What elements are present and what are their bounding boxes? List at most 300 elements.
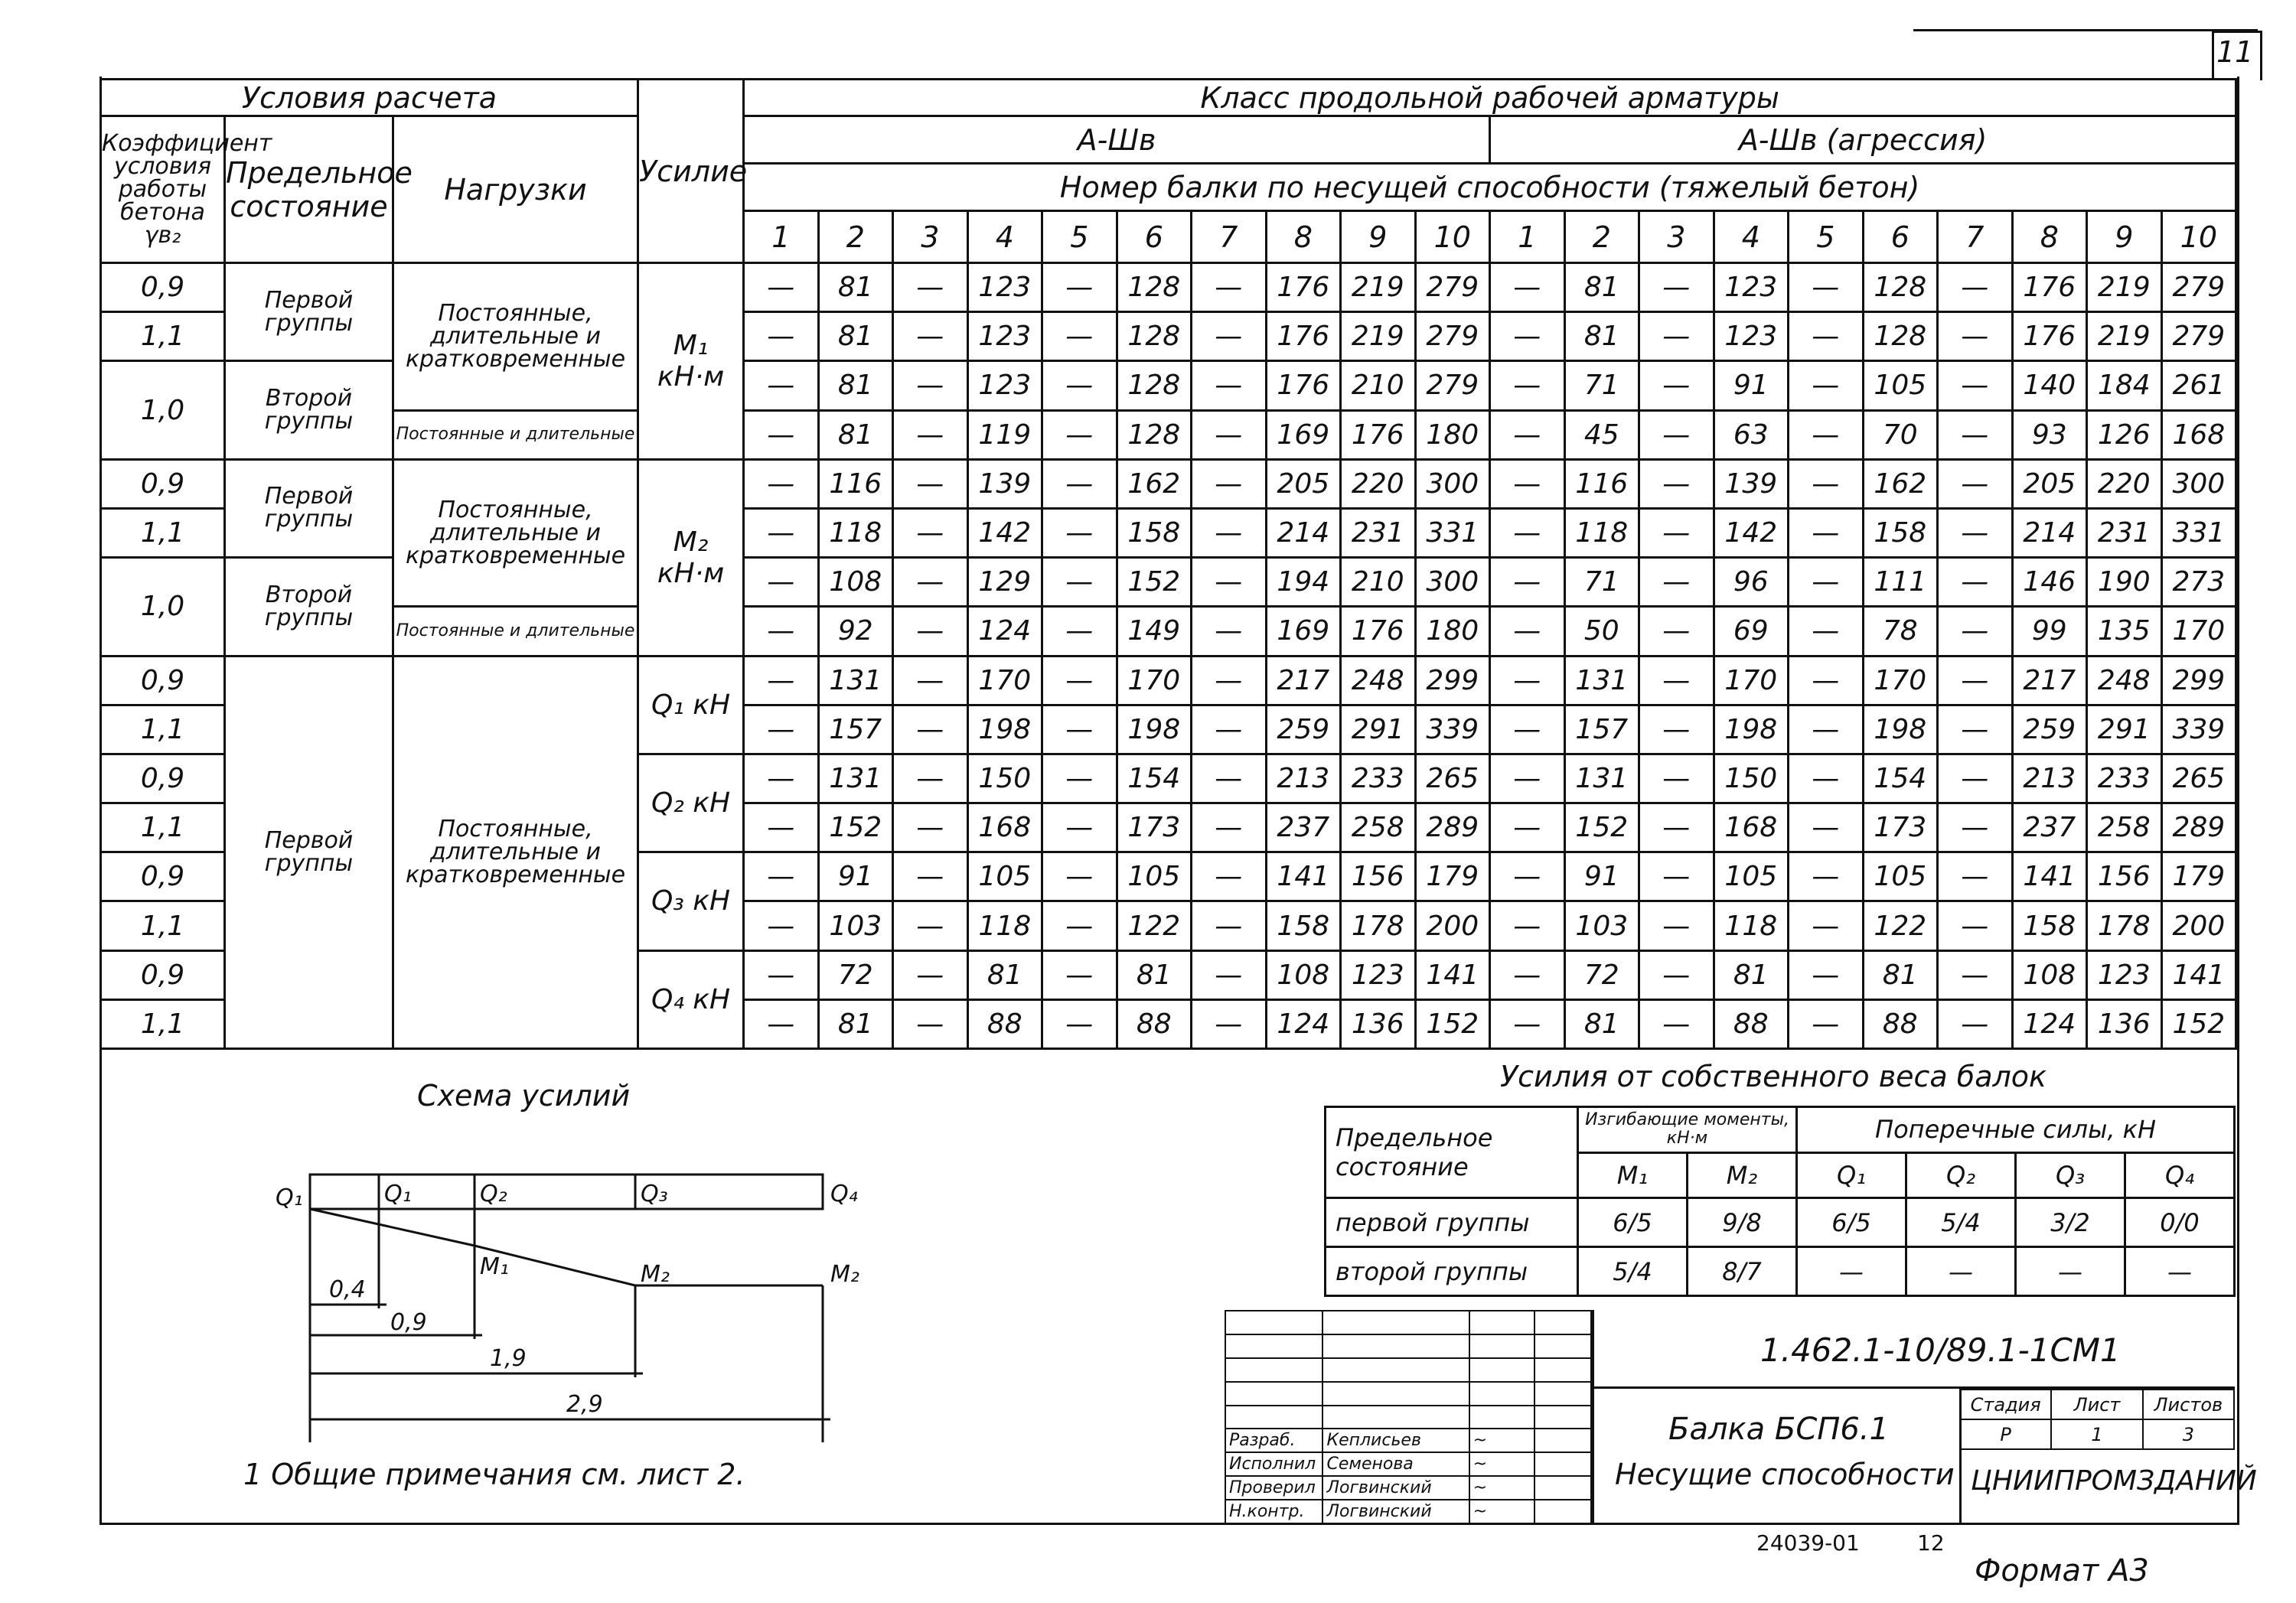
value-cell: 291 [2087, 705, 2162, 754]
value-cell: 88 [967, 999, 1042, 1048]
value-cell: — [893, 607, 968, 656]
coef-cell: 1,1 [101, 901, 225, 950]
value-cell: — [1789, 607, 1864, 656]
value-cell: 198 [1714, 705, 1789, 754]
value-cell: 129 [967, 558, 1042, 607]
value-cell: 126 [2087, 410, 2162, 459]
value-cell: — [1938, 263, 2013, 312]
value-cell: 123 [967, 361, 1042, 410]
value-cell: 119 [967, 410, 1042, 459]
m2-label: M₂ [641, 1261, 670, 1288]
own-weight-row [1326, 1198, 2235, 1247]
value-cell: 116 [1564, 459, 1639, 508]
value-cell: 150 [967, 754, 1042, 803]
value-cell: — [1490, 459, 1565, 508]
coef-cell: 1,1 [101, 803, 225, 852]
value-cell: — [1639, 901, 1714, 950]
own-weight-col-5: Q₃ [2016, 1152, 2125, 1198]
coef-cell: 0,9 [101, 950, 225, 999]
own-weight-value: — [1797, 1247, 1906, 1296]
general-notes: 1 Общие примечания см. лист 2. [243, 1458, 745, 1491]
value-cell: 123 [2087, 950, 2162, 999]
stamp-empty-cell [1469, 1358, 1534, 1382]
value-cell: 156 [1341, 852, 1416, 901]
beam-number-20: 10 [2161, 211, 2236, 263]
value-cell: 81 [818, 999, 893, 1048]
value-cell: 217 [2012, 656, 2087, 705]
value-cell: 198 [967, 705, 1042, 754]
value-cell: 156 [2087, 852, 2162, 901]
value-cell: — [1938, 410, 2013, 459]
value-cell: 142 [1714, 508, 1789, 557]
table-row [101, 263, 2236, 312]
own-weight-shear-header: Поперечные силы, кН [1797, 1107, 2235, 1153]
value-cell: 71 [1564, 558, 1639, 607]
value-cell: — [744, 410, 819, 459]
stamp-empty-cell [1225, 1382, 1322, 1406]
value-cell: 300 [1415, 558, 1490, 607]
beam-number-17: 7 [1938, 211, 2013, 263]
value-cell: 339 [2161, 705, 2236, 754]
value-cell: — [1042, 312, 1117, 361]
q2-label: Q₂ [480, 1181, 507, 1207]
value-cell: 289 [1415, 803, 1490, 852]
value-cell: — [893, 508, 968, 557]
value-cell: 214 [2012, 508, 2087, 557]
value-cell: 141 [1415, 950, 1490, 999]
dim-29: 2,9 [566, 1391, 603, 1418]
value-cell: — [744, 901, 819, 950]
stamp-person-row [1225, 1452, 1591, 1476]
value-cell: — [1042, 852, 1117, 901]
value-cell: 178 [2087, 901, 2162, 950]
value-cell: 180 [1415, 410, 1490, 459]
coef-cell: 1,1 [101, 705, 225, 754]
value-cell: 158 [2012, 901, 2087, 950]
value-cell: 124 [2012, 999, 2087, 1048]
value-cell: — [1042, 263, 1117, 312]
stamp-person-name: Кеплисьев [1322, 1429, 1469, 1452]
sheet-header: Лист [2051, 1390, 2142, 1419]
loads-cell: Постоянные, длительные и кратковременные [393, 459, 638, 607]
stamp-empty-cell [1225, 1358, 1322, 1382]
force-scheme-diagram [260, 1148, 872, 1454]
value-cell: 91 [818, 852, 893, 901]
value-cell: — [1789, 656, 1864, 705]
value-cell: 91 [1564, 852, 1639, 901]
value-cell: 81 [1863, 950, 1938, 999]
value-cell: — [1042, 901, 1117, 950]
value-cell: — [893, 803, 968, 852]
value-cell: 72 [818, 950, 893, 999]
value-cell: 135 [2087, 607, 2162, 656]
scheme-title: Схема усилий [417, 1079, 631, 1113]
value-cell: — [744, 754, 819, 803]
loads-cell: Постоянные, длительные и кратковременные [393, 263, 638, 411]
value-cell: — [1789, 705, 1864, 754]
value-cell: 141 [2012, 852, 2087, 901]
value-cell: — [1639, 459, 1714, 508]
value-cell: 128 [1117, 410, 1192, 459]
value-cell: — [1192, 312, 1267, 361]
value-cell: — [1490, 558, 1565, 607]
stamp-empty-cell [1469, 1382, 1534, 1406]
value-cell: 158 [1266, 901, 1341, 950]
value-cell: 214 [1266, 508, 1341, 557]
value-cell: 81 [818, 312, 893, 361]
value-cell: — [1938, 361, 2013, 410]
value-cell: — [1789, 852, 1864, 901]
own-weight-value: 9/8 [1688, 1198, 1797, 1247]
stamp-empty-row [1225, 1382, 1591, 1406]
value-cell: 70 [1863, 410, 1938, 459]
signature-icon: ~ [1469, 1500, 1534, 1523]
value-cell: — [1789, 803, 1864, 852]
value-cell: 176 [2012, 312, 2087, 361]
value-cell: — [1639, 361, 1714, 410]
value-cell: — [744, 656, 819, 705]
stamp-empty-cell [1322, 1311, 1469, 1334]
value-cell: — [1192, 803, 1267, 852]
value-cell: — [893, 558, 968, 607]
value-cell: 136 [2087, 999, 2162, 1048]
value-cell: 259 [2012, 705, 2087, 754]
value-cell: — [744, 558, 819, 607]
value-cell: — [744, 459, 819, 508]
value-cell: — [1042, 803, 1117, 852]
value-cell: 248 [1341, 656, 1416, 705]
value-cell: 81 [818, 263, 893, 312]
value-cell: — [1042, 950, 1117, 999]
value-cell: 258 [2087, 803, 2162, 852]
own-weight-col-2: M₂ [1688, 1152, 1797, 1198]
value-cell: 91 [1714, 361, 1789, 410]
loads-cell: Постоянные и длительные [393, 607, 638, 656]
value-cell: 63 [1714, 410, 1789, 459]
value-cell: 213 [2012, 754, 2087, 803]
value-cell: 248 [2087, 656, 2162, 705]
value-cell: — [1042, 999, 1117, 1048]
value-cell: 176 [2012, 263, 2087, 312]
value-cell: 219 [1341, 263, 1416, 312]
beam-number-16: 6 [1863, 211, 1938, 263]
value-cell: — [1490, 656, 1565, 705]
value-cell: 190 [2087, 558, 2162, 607]
value-cell: 81 [1117, 950, 1192, 999]
value-cell: — [893, 852, 968, 901]
value-cell: 136 [1341, 999, 1416, 1048]
load-capacity-table [99, 78, 2237, 1050]
value-cell: — [1192, 459, 1267, 508]
value-cell: — [1192, 263, 1267, 312]
value-cell: — [1639, 852, 1714, 901]
value-cell: 220 [1341, 459, 1416, 508]
value-cell: 123 [967, 263, 1042, 312]
value-cell: — [1639, 410, 1714, 459]
value-cell: 173 [1117, 803, 1192, 852]
own-weight-value: — [2016, 1247, 2125, 1296]
value-cell: — [1490, 312, 1565, 361]
value-cell: 237 [2012, 803, 2087, 852]
value-cell: 194 [1266, 558, 1341, 607]
value-cell: 88 [1714, 999, 1789, 1048]
own-weight-col-4: Q₂ [1906, 1152, 2016, 1198]
dim-09: 0,9 [390, 1309, 427, 1336]
limit-cell: Второй группы [225, 558, 393, 656]
force-header: Усилие [638, 80, 744, 263]
value-cell: 122 [1863, 901, 1938, 950]
value-cell: 81 [1564, 999, 1639, 1048]
beam-number-8: 8 [1266, 211, 1341, 263]
stage-header: Стадия [1960, 1390, 2051, 1419]
stamp-empty-cell [1469, 1406, 1534, 1429]
value-cell: — [744, 508, 819, 557]
value-cell: — [893, 410, 968, 459]
value-cell: 176 [1266, 312, 1341, 361]
own-weight-value: — [2125, 1247, 2235, 1296]
value-cell: 173 [1863, 803, 1938, 852]
value-cell: 141 [2161, 950, 2236, 999]
drawing-code: 1.462.1-10/89.1-1СМ1 [1760, 1331, 2121, 1369]
value-cell: — [1490, 410, 1565, 459]
value-cell: 111 [1863, 558, 1938, 607]
value-cell: 258 [1341, 803, 1416, 852]
value-cell: 279 [2161, 263, 2236, 312]
value-cell: — [1192, 852, 1267, 901]
value-cell: 213 [1266, 754, 1341, 803]
value-cell: 131 [818, 754, 893, 803]
value-cell: 291 [1341, 705, 1416, 754]
value-cell: 131 [1564, 656, 1639, 705]
coef-cell: 1,0 [101, 361, 225, 459]
own-weight-moments-header: Изгибающие моменты, кН·м [1578, 1107, 1797, 1153]
value-cell: — [1789, 410, 1864, 459]
value-cell: — [1192, 999, 1267, 1048]
value-cell: — [1789, 950, 1864, 999]
force-cell: Q₁ кН [638, 656, 744, 754]
own-weight-limit-header: Предельное состояние [1326, 1107, 1578, 1198]
value-cell: 219 [2087, 312, 2162, 361]
value-cell: 118 [967, 901, 1042, 950]
value-cell: 131 [818, 656, 893, 705]
value-cell: 128 [1863, 263, 1938, 312]
value-cell: — [1938, 803, 2013, 852]
value-cell: 170 [967, 656, 1042, 705]
value-cell: 123 [1714, 312, 1789, 361]
value-cell: — [1639, 705, 1714, 754]
limit-cell: Первой группы [225, 656, 393, 1049]
value-cell: — [744, 852, 819, 901]
m2-right-label: M₂ [830, 1261, 859, 1288]
value-cell: 154 [1863, 754, 1938, 803]
top-line [1913, 29, 2258, 31]
value-cell: — [1938, 852, 2013, 901]
value-cell: 158 [1863, 508, 1938, 557]
limit-cell: Первой группы [225, 459, 393, 557]
value-cell: 231 [2087, 508, 2162, 557]
value-cell: 220 [2087, 459, 2162, 508]
value-cell: 184 [2087, 361, 2162, 410]
value-cell: — [893, 999, 968, 1048]
value-cell: — [893, 459, 968, 508]
value-cell: 279 [1415, 361, 1490, 410]
value-cell: 231 [1341, 508, 1416, 557]
coef-header: Коэффициент условия работы бетона γв₂ [101, 116, 225, 263]
coef-cell: 1,1 [101, 508, 225, 557]
value-cell: 81 [818, 410, 893, 459]
sheet-value: 1 [2051, 1419, 2142, 1449]
value-cell: 81 [1564, 263, 1639, 312]
value-cell: 179 [1415, 852, 1490, 901]
table-row [101, 607, 2236, 656]
value-cell: — [1639, 607, 1714, 656]
value-cell: 93 [2012, 410, 2087, 459]
beam-number-title: Номер балки по несущей способности (тяжелый бетон) [744, 164, 2236, 211]
force-cell: Q₄ кН [638, 950, 744, 1048]
limit-cell: Первой группы [225, 263, 393, 361]
table-row [101, 410, 2236, 459]
value-cell: 152 [2161, 999, 2236, 1048]
value-cell: 139 [967, 459, 1042, 508]
value-cell: — [1789, 508, 1864, 557]
value-cell: — [893, 656, 968, 705]
stamp-empty-cell [1322, 1382, 1469, 1406]
loads-cell: Постоянные, длительные и кратковременные [393, 656, 638, 1049]
stamp-empty-cell [1225, 1311, 1322, 1334]
value-cell: — [893, 312, 968, 361]
value-cell: — [1042, 656, 1117, 705]
value-cell: 168 [967, 803, 1042, 852]
value-cell: — [1789, 901, 1864, 950]
value-cell: 179 [2161, 852, 2236, 901]
value-cell: 128 [1863, 312, 1938, 361]
coef-cell: 1,1 [101, 312, 225, 361]
own-weight-row-name: второй группы [1326, 1247, 1578, 1296]
value-cell: 146 [2012, 558, 2087, 607]
value-cell: 88 [1863, 999, 1938, 1048]
value-cell: — [1639, 312, 1714, 361]
beam-number-15: 5 [1789, 211, 1864, 263]
value-cell: — [1042, 459, 1117, 508]
own-weight-table [1324, 1106, 2236, 1297]
stamp-role: Исполнил [1225, 1452, 1322, 1476]
stamp-date-cell [1534, 1476, 1591, 1500]
value-cell: — [1042, 361, 1117, 410]
value-cell: 78 [1863, 607, 1938, 656]
value-cell: 81 [1564, 312, 1639, 361]
value-cell: 142 [967, 508, 1042, 557]
stamp-empty-cell [1534, 1406, 1591, 1429]
value-cell: 170 [1714, 656, 1789, 705]
value-cell: — [1938, 508, 2013, 557]
value-cell: — [1639, 999, 1714, 1048]
value-cell: 123 [1714, 263, 1789, 312]
q1-label: Q₁ [384, 1181, 412, 1207]
own-weight-value: 3/2 [2016, 1198, 2125, 1247]
value-cell: 210 [1341, 361, 1416, 410]
value-cell: 105 [967, 852, 1042, 901]
stamp-empty-cell [1225, 1334, 1322, 1358]
value-cell: — [1938, 754, 2013, 803]
stamp-date-cell [1534, 1429, 1591, 1452]
own-weight-title: Усилия от собственного веса балок [1500, 1060, 2047, 1093]
value-cell: 289 [2161, 803, 2236, 852]
stamp-role: Разраб. [1225, 1429, 1322, 1452]
stamp-date-cell [1534, 1500, 1591, 1523]
own-weight-value: 5/4 [1906, 1198, 2016, 1247]
value-cell: — [1938, 705, 2013, 754]
value-cell: 339 [1415, 705, 1490, 754]
force-cell: Q₃ кН [638, 852, 744, 950]
beam-number-4: 4 [967, 211, 1042, 263]
q3-label: Q₃ [641, 1181, 668, 1207]
value-cell: — [1192, 754, 1267, 803]
value-cell: 170 [1863, 656, 1938, 705]
stamp-person-row [1225, 1500, 1591, 1523]
dim-19: 1,9 [490, 1345, 527, 1372]
signature-icon: ~ [1469, 1476, 1534, 1500]
stamp-empty-row [1225, 1358, 1591, 1382]
value-cell: 205 [1266, 459, 1341, 508]
value-cell: 259 [1266, 705, 1341, 754]
value-cell: 273 [2161, 558, 2236, 607]
value-cell: 300 [2161, 459, 2236, 508]
value-cell: 170 [2161, 607, 2236, 656]
stage-value: Р [1960, 1419, 2051, 1449]
value-cell: 279 [2161, 312, 2236, 361]
value-cell: — [1490, 508, 1565, 557]
value-cell: 103 [818, 901, 893, 950]
value-cell: — [1042, 754, 1117, 803]
value-cell: 162 [1117, 459, 1192, 508]
value-cell: — [1639, 754, 1714, 803]
value-cell: 116 [818, 459, 893, 508]
value-cell: 105 [1714, 852, 1789, 901]
value-cell: — [893, 901, 968, 950]
inventory-number: 24039-01 [1756, 1530, 1860, 1556]
value-cell: — [893, 361, 968, 410]
value-cell: 50 [1564, 607, 1639, 656]
value-cell: 141 [1266, 852, 1341, 901]
class-b-header: А-Шв (агрессия) [1490, 116, 2236, 164]
beam-number-12: 2 [1564, 211, 1639, 263]
force-cell: Q₂ кН [638, 754, 744, 852]
value-cell: — [1042, 558, 1117, 607]
page-number: 11 [2216, 35, 2254, 69]
value-cell: 178 [1341, 901, 1416, 950]
own-weight-value: 0/0 [2125, 1198, 2235, 1247]
value-cell: 219 [1341, 312, 1416, 361]
value-cell: 299 [2161, 656, 2236, 705]
value-cell: 128 [1117, 361, 1192, 410]
value-cell: 105 [1863, 852, 1938, 901]
value-cell: — [1938, 558, 2013, 607]
conditions-header: Условия расчета [101, 80, 638, 116]
value-cell: — [744, 999, 819, 1048]
value-cell: — [744, 263, 819, 312]
loads-header: Нагрузки [393, 116, 638, 263]
value-cell: 108 [2012, 950, 2087, 999]
beam-number-5: 5 [1042, 211, 1117, 263]
value-cell: 331 [2161, 508, 2236, 557]
value-cell: — [1042, 508, 1117, 557]
value-cell: — [1490, 950, 1565, 999]
stamp-date-cell [1534, 1452, 1591, 1476]
value-cell: — [1938, 607, 2013, 656]
sheets-header: Листов [2143, 1390, 2234, 1419]
stamp-empty-cell [1534, 1358, 1591, 1382]
value-cell: — [1042, 705, 1117, 754]
